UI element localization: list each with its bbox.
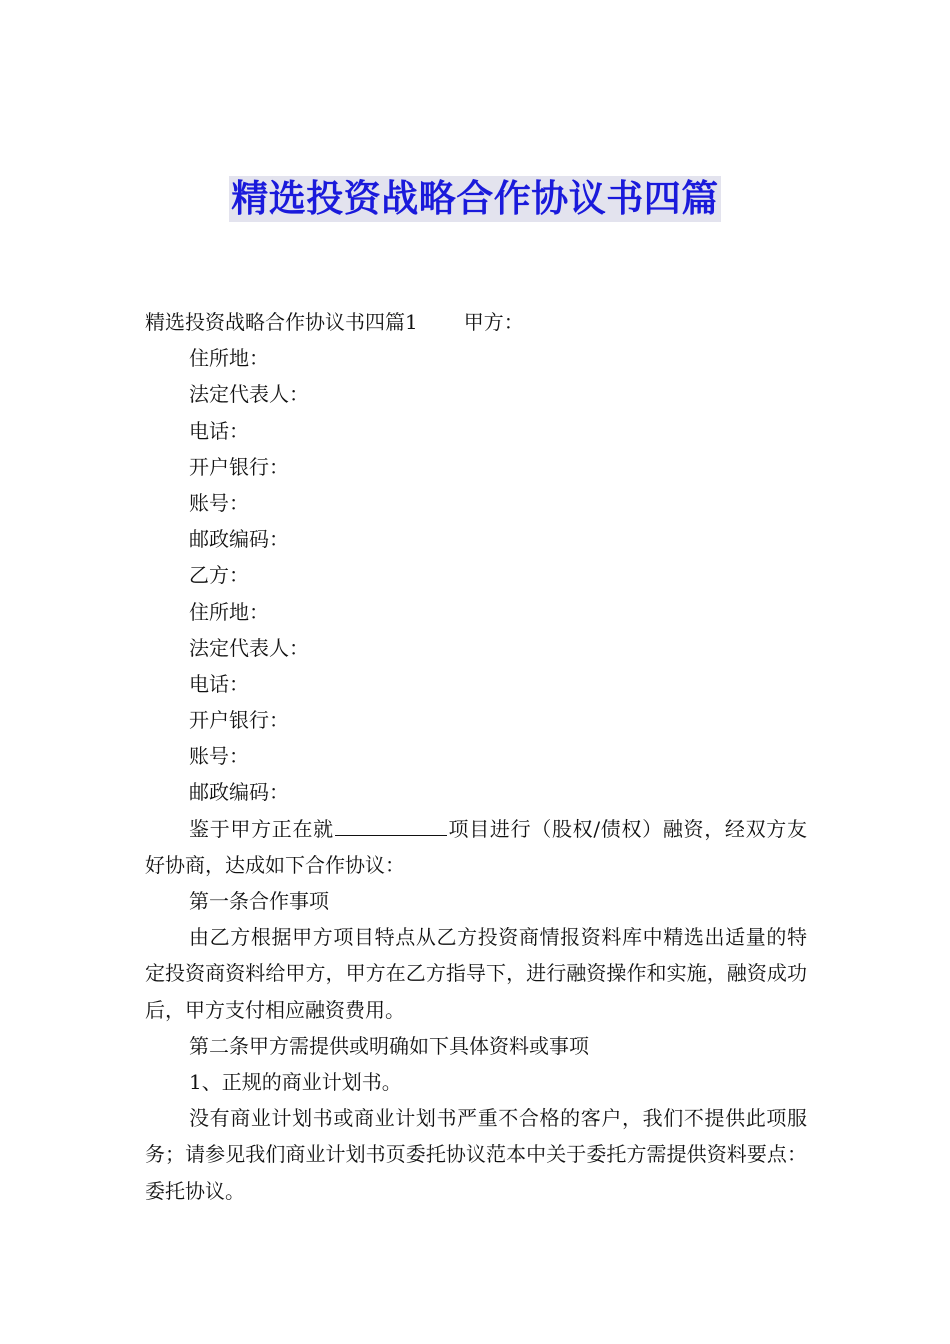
title-container bbox=[0, 176, 950, 222]
party-a-field: 电话： bbox=[189, 418, 249, 443]
party-b-field: 邮政编码： bbox=[189, 780, 289, 805]
article-2-heading: 第二条甲方需提供或明确如下具体资料或事项 bbox=[189, 1033, 589, 1058]
article-1-text: 由乙方根据甲方项目特点从乙方投资商情报资料库中精选出适量的特定投资商资料给甲方，甲方在乙方指导下，进行融资操作和实施，融资成功后，甲方支付相应融资费用。 bbox=[145, 925, 807, 1022]
article-1-heading: 第一条合作事项 bbox=[189, 889, 329, 914]
heading-line bbox=[145, 304, 807, 340]
party-b-field: 开户银行： bbox=[189, 708, 289, 733]
project-name-blank bbox=[335, 813, 447, 836]
document-body bbox=[145, 304, 807, 1209]
party-a-field: 邮政编码： bbox=[189, 527, 289, 552]
party-b-field: 住所地： bbox=[189, 599, 269, 624]
party-b-field: 法定代表人： bbox=[189, 635, 309, 660]
party-a-label: 甲方： bbox=[463, 310, 524, 334]
party-b-field: 电话： bbox=[189, 671, 249, 696]
party-b-field: 账号： bbox=[189, 744, 249, 769]
item-1-text: 没有商业计划书或商业计划书严重不合格的客户，我们不提供此项服务；请参见我们商业计划书页委托协议范本中关于委托方需提供资料要点：委托协议。 bbox=[145, 1106, 807, 1203]
intro-paragraph bbox=[145, 811, 807, 883]
item-1-heading: 1、正规的商业计划书。 bbox=[189, 1070, 402, 1095]
document-title: 精选投资战略合作协议书四篇 bbox=[231, 177, 719, 220]
party-a-field: 账号： bbox=[189, 490, 249, 515]
party-a-field: 住所地： bbox=[189, 346, 269, 371]
intro-after-blank: 项目进行（股权/债权）融资，经双方友好协商，达成如下合作协议： bbox=[145, 816, 808, 877]
party-a-field: 开户银行： bbox=[189, 454, 289, 479]
party-b-label: 乙方： bbox=[189, 563, 249, 588]
intro-before-blank: 鉴于甲方正在就 bbox=[189, 816, 334, 841]
party-a-field: 法定代表人： bbox=[189, 382, 309, 407]
agreement-number-heading: 精选投资战略合作协议书四篇1 bbox=[145, 310, 418, 334]
